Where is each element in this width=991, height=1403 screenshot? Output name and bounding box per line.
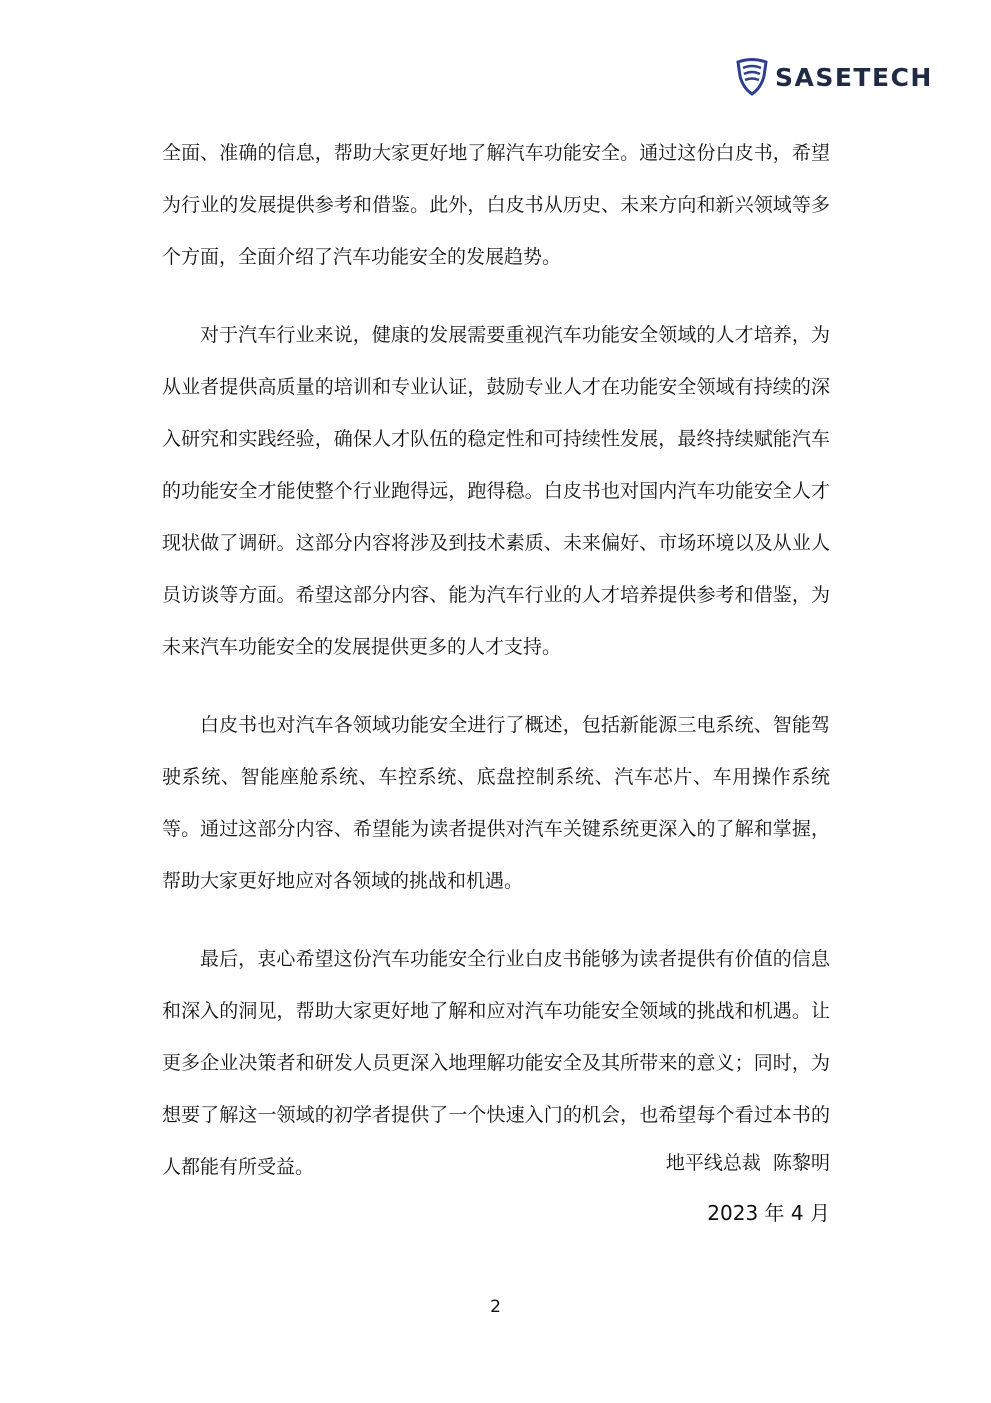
paragraph-2: 对于汽车行业来说，健康的发展需要重视汽车功能安全领域的人才培养，为从业者提供高质量的培训和专业认证，鼓励专业人才在功能安全领域有持续的深入研究和实践经验，确保人才队伍的稳定性和可持续性发展，最终持续赋能汽车的功能安全才能使整个行业跑得远，跑得稳。白皮书也对国内汽车功能安全人才现状做了调研。这部分内容将涉及到技术素质、未来偏好、市场环境以及从业人员访谈等方面。希望这部分内容、能为汽车行业的人才培养提供参考和借鉴，为未来汽车功能安全的发展提供更多的人才支持。 <box>162 324 830 658</box>
paragraph-4: 最后，衷心希望这份汽车功能安全行业白皮书能够为读者提供有价值的信息和深入的洞见，帮助大家更好地了解和应对汽车功能安全领域的挑战和机遇。让更多企业决策者和研发人员更深入地理解功能安全及其所带来的意义；同时，为想要了解这一领域的初学者提供了一个快速入门的机会，也希望每个看过本书的人都能有所受益。 <box>162 948 830 1178</box>
paragraph-3: 白皮书也对汽车各领域功能安全进行了概述，包括新能源三电系统、智能驾驶系统、智能座舱系统、车控系统、底盘控制系统、汽车芯片、车用操作系统等。通过这部分内容、希望能为读者提供对汽车关键系统更深入的了解和掌握，帮助大家更好地应对各领域的挑战和机遇。 <box>162 714 830 892</box>
logo-text: SASETECH <box>775 62 933 92</box>
company-logo <box>735 58 933 96</box>
document-body <box>162 127 830 1219</box>
signature-date: 2023 年 4 月 <box>707 1201 830 1225</box>
paragraph-1: 全面、准确的信息，帮助大家更好地了解汽车功能安全。通过这份白皮书，希望为行业的发展提供参考和借鉴。此外，白皮书从历史、未来方向和新兴领域等多个方面，全面介绍了汽车功能安全的发展趋势。 <box>162 142 830 268</box>
shield-logo-icon <box>735 58 769 96</box>
page-number: 2 <box>490 1297 501 1317</box>
signature-name: 地平线总裁 陈黎明 <box>665 1152 830 1174</box>
